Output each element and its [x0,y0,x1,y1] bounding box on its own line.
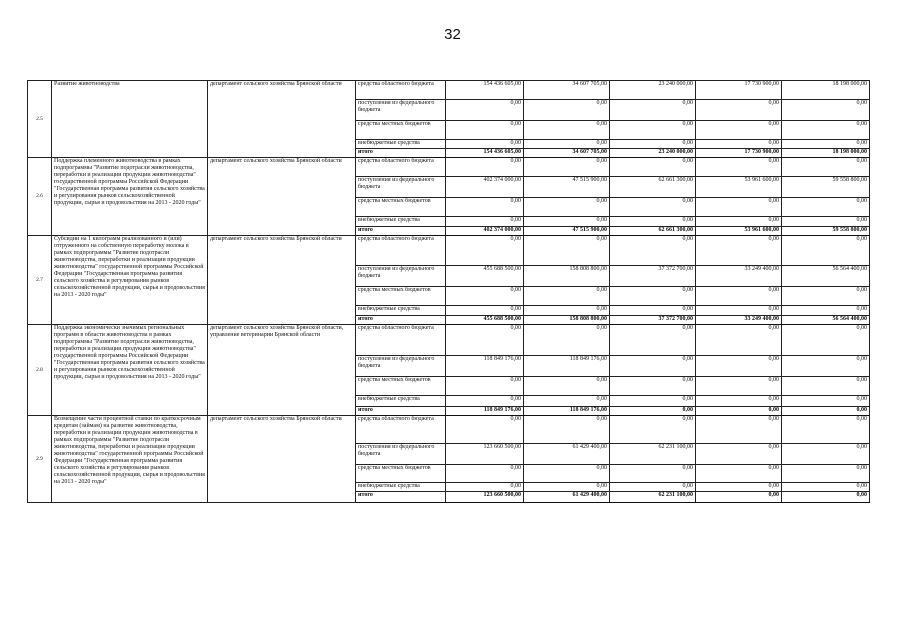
amount-cell: 0,00 [446,287,524,306]
amount-cell: 0,00 [524,325,610,356]
amount-cell: 0,00 [696,483,782,492]
amount-cell: 0,00 [610,140,696,149]
amount-cell: 17 730 900,00 [696,81,782,100]
section-executor: департамент сельского хозяйства Брянской области [208,158,356,236]
funding-source: внебюджетные средства [356,396,446,407]
amount-cell: 158 808 800,00 [524,316,610,325]
amount-cell: 18 198 000,00 [782,149,870,158]
amount-cell: 123 660 500,00 [446,492,524,503]
amount-cell: 0,00 [610,236,696,266]
amount-cell: 62 231 100,00 [610,492,696,503]
amount-cell: 62 231 100,00 [610,444,696,465]
amount-cell: 0,00 [446,416,524,444]
amount-cell: 0,00 [696,377,782,396]
amount-cell: 0,00 [524,416,610,444]
amount-cell: 0,00 [610,121,696,140]
amount-cell: 154 436 605,00 [446,149,524,158]
funding-source: внебюджетные средства [356,483,446,492]
amount-cell: 37 372 700,00 [610,266,696,287]
amount-cell: 0,00 [782,483,870,492]
funding-source: средства областного бюджета [356,325,446,356]
amount-cell: 56 564 400,00 [782,316,870,325]
amount-cell: 0,00 [696,444,782,465]
amount-cell: 0,00 [696,287,782,306]
amount-cell: 0,00 [524,483,610,492]
table-row [28,158,870,177]
amount-cell: 118 849 176,00 [524,356,610,377]
amount-cell: 0,00 [696,158,782,177]
amount-cell: 0,00 [524,396,610,407]
amount-cell: 0,00 [610,287,696,306]
amount-cell: 0,00 [524,140,610,149]
amount-cell: 23 240 000,00 [610,149,696,158]
amount-cell: 0,00 [524,217,610,227]
funding-source: итого [356,149,446,158]
amount-cell: 0,00 [524,198,610,217]
amount-cell: 0,00 [782,444,870,465]
funding-source: внебюджетные средства [356,217,446,227]
section-name: Поддержка племенного животноводства в рамках подпрограммы "Развитие подотрасли животноводства, переработки и реализации продукции животноводства" государственной программы Российской Федерации "Государственная программа развития сельского хозяйства и регулирования рынков сельскохозяйственной продукции, сырья и продовольствия на 2013 - 2020 годы" [52,158,208,236]
amount-cell: 123 660 500,00 [446,444,524,465]
amount-cell: 0,00 [696,306,782,316]
amount-cell: 0,00 [446,396,524,407]
funding-source: средства областного бюджета [356,158,446,177]
amount-cell: 34 607 705,00 [524,149,610,158]
amount-cell: 402 374 000,00 [446,177,524,198]
amount-cell: 0,00 [446,198,524,217]
section-number: 2.6 [28,158,52,236]
amount-cell: 0,00 [782,306,870,316]
amount-cell: 0,00 [610,100,696,121]
amount-cell: 0,00 [446,140,524,149]
amount-cell: 56 564 400,00 [782,266,870,287]
section-number: 2.7 [28,236,52,325]
amount-cell: 0,00 [782,100,870,121]
amount-cell: 0,00 [696,121,782,140]
amount-cell: 62 661 300,00 [610,227,696,236]
amount-cell: 0,00 [782,121,870,140]
amount-cell: 0,00 [782,377,870,396]
section-executor: департамент сельского хозяйства Брянской области [208,416,356,503]
amount-cell: 402 374 000,00 [446,227,524,236]
funding-source: средства областного бюджета [356,236,446,266]
amount-cell: 0,00 [610,483,696,492]
table-row [28,236,870,266]
amount-cell: 0,00 [782,198,870,217]
section-number: 2.8 [28,325,52,416]
amount-cell: 158 808 800,00 [524,266,610,287]
amount-cell: 0,00 [782,492,870,503]
amount-cell: 0,00 [782,236,870,266]
amount-cell: 0,00 [610,325,696,356]
amount-cell: 0,00 [696,236,782,266]
section-number: 2.5 [28,81,52,158]
amount-cell: 0,00 [782,407,870,416]
amount-cell: 0,00 [446,483,524,492]
funding-source: средства местных бюджетов [356,465,446,483]
amount-cell: 34 607 705,00 [524,81,610,100]
amount-cell: 0,00 [782,356,870,377]
amount-cell: 61 429 400,00 [524,492,610,503]
amount-cell: 0,00 [610,356,696,377]
amount-cell: 0,00 [610,158,696,177]
table-row [28,325,870,356]
amount-cell: 17 730 900,00 [696,149,782,158]
amount-cell: 0,00 [782,217,870,227]
section-executor: департамент сельского хозяйства Брянской области [208,236,356,325]
amount-cell: 0,00 [446,465,524,483]
amount-cell: 59 558 800,00 [782,177,870,198]
amount-cell: 0,00 [696,100,782,121]
amount-cell: 0,00 [696,416,782,444]
table-row [28,416,870,444]
funding-source: средства местных бюджетов [356,377,446,396]
amount-cell: 59 558 800,00 [782,227,870,236]
section-name: Субсидии на 1 килограмм реализованного и (или) отгруженного на собственную переработку молока в рамках подпрограммы "Развитие подотрасли животноводства, переработки и реализации продукции животноводства" государственной программы Российской Федерации "Государственная программа развития сельского хозяйства и регулирования рынков сельскохозяйственной продукции, сырья и продовольствия на 2013 - 2020 годы" [52,236,208,325]
amount-cell: 0,00 [446,217,524,227]
section-name: Поддержка экономически значимых региональных программ в области животноводства в рамках подпрограммы "Развитие подотрасли животноводства, переработки и реализации продукции животноводства" государственной программы Российской Федерации "Государственная программа развития сельского хозяйства и регулирования рынков сельскохозяйственной продукции, сырья и продовольствия на 2013 - 2020 годы" [52,325,208,416]
funding-source: средства местных бюджетов [356,121,446,140]
amount-cell: 47 515 900,00 [524,177,610,198]
amount-cell: 0,00 [524,377,610,396]
amount-cell: 0,00 [446,158,524,177]
amount-cell: 18 198 000,00 [782,81,870,100]
section-name: Развитие животноводства [52,81,208,158]
amount-cell: 154 436 605,00 [446,81,524,100]
amount-cell: 0,00 [782,396,870,407]
funding-source: итого [356,492,446,503]
funding-source: средства областного бюджета [356,81,446,100]
section-executor: департамент сельского хозяйства Брянской области, управление ветеринарии Брянской области [208,325,356,416]
amount-cell: 0,00 [782,287,870,306]
amount-cell: 61 429 400,00 [524,444,610,465]
funding-source: средства областного бюджета [356,416,446,444]
budget-table-body [28,81,870,503]
funding-source: поступления из федерального бюджета [356,444,446,465]
amount-cell: 0,00 [446,306,524,316]
amount-cell: 0,00 [446,100,524,121]
amount-cell: 53 961 600,00 [696,177,782,198]
amount-cell: 0,00 [696,140,782,149]
amount-cell: 0,00 [524,121,610,140]
funding-source: поступления из федерального бюджета [356,177,446,198]
funding-source: поступления из федерального бюджета [356,100,446,121]
amount-cell: 0,00 [524,158,610,177]
amount-cell: 0,00 [782,416,870,444]
funding-source: итого [356,227,446,236]
funding-source: средства местных бюджетов [356,198,446,217]
amount-cell: 0,00 [446,236,524,266]
amount-cell: 0,00 [524,100,610,121]
amount-cell: 118 849 176,00 [446,407,524,416]
amount-cell: 0,00 [610,416,696,444]
section-number: 2.9 [28,416,52,503]
funding-source: итого [356,316,446,325]
funding-source: поступления из федерального бюджета [356,266,446,287]
amount-cell: 23 240 000,00 [610,81,696,100]
amount-cell: 62 661 300,00 [610,177,696,198]
table-row [28,81,870,100]
amount-cell: 0,00 [696,217,782,227]
amount-cell: 455 688 500,00 [446,266,524,287]
amount-cell: 0,00 [446,121,524,140]
amount-cell: 0,00 [610,407,696,416]
amount-cell: 0,00 [610,198,696,217]
amount-cell: 0,00 [446,325,524,356]
amount-cell: 0,00 [782,140,870,149]
funding-source: итого [356,407,446,416]
amount-cell: 0,00 [610,306,696,316]
amount-cell: 118 849 176,00 [524,407,610,416]
amount-cell: 0,00 [610,465,696,483]
amount-cell: 0,00 [696,325,782,356]
amount-cell: 0,00 [696,492,782,503]
amount-cell: 0,00 [524,236,610,266]
amount-cell: 33 249 400,00 [696,266,782,287]
amount-cell: 0,00 [446,377,524,396]
amount-cell: 33 249 400,00 [696,316,782,325]
amount-cell: 0,00 [782,158,870,177]
amount-cell: 0,00 [610,377,696,396]
amount-cell: 53 961 600,00 [696,227,782,236]
budget-table [27,80,870,503]
funding-source: внебюджетные средства [356,140,446,149]
funding-source: поступления из федерального бюджета [356,356,446,377]
section-executor: департамент сельского хозяйства Брянской области [208,81,356,158]
section-name: Возмещение части процентной ставки по краткосрочным кредитам (займам) на развитие животноводства, переработки и реализации продукции животноводства в рамках подпрограммы "Развитие подотрасли животноводства, переработки и реализации продукции животноводства" государственной программы Российской Федерации "Государственная программа развития сельского хозяйства и регулирования рынков сельскохозяйственной продукции, сырья и продовольствия на 2013 - 2020 годы" [52,416,208,503]
amount-cell: 455 688 500,00 [446,316,524,325]
amount-cell: 0,00 [524,306,610,316]
amount-cell: 0,00 [696,198,782,217]
funding-source: внебюджетные средства [356,306,446,316]
amount-cell: 0,00 [696,465,782,483]
amount-cell: 37 372 700,00 [610,316,696,325]
funding-source: средства местных бюджетов [356,287,446,306]
amount-cell: 0,00 [524,287,610,306]
amount-cell: 47 515 900,00 [524,227,610,236]
amount-cell: 0,00 [696,396,782,407]
page-number: 32 [444,26,461,43]
amount-cell: 0,00 [696,407,782,416]
amount-cell: 0,00 [696,356,782,377]
amount-cell: 0,00 [782,465,870,483]
amount-cell: 118 849 176,00 [446,356,524,377]
amount-cell: 0,00 [610,217,696,227]
amount-cell: 0,00 [782,325,870,356]
amount-cell: 0,00 [524,465,610,483]
amount-cell: 0,00 [610,396,696,407]
